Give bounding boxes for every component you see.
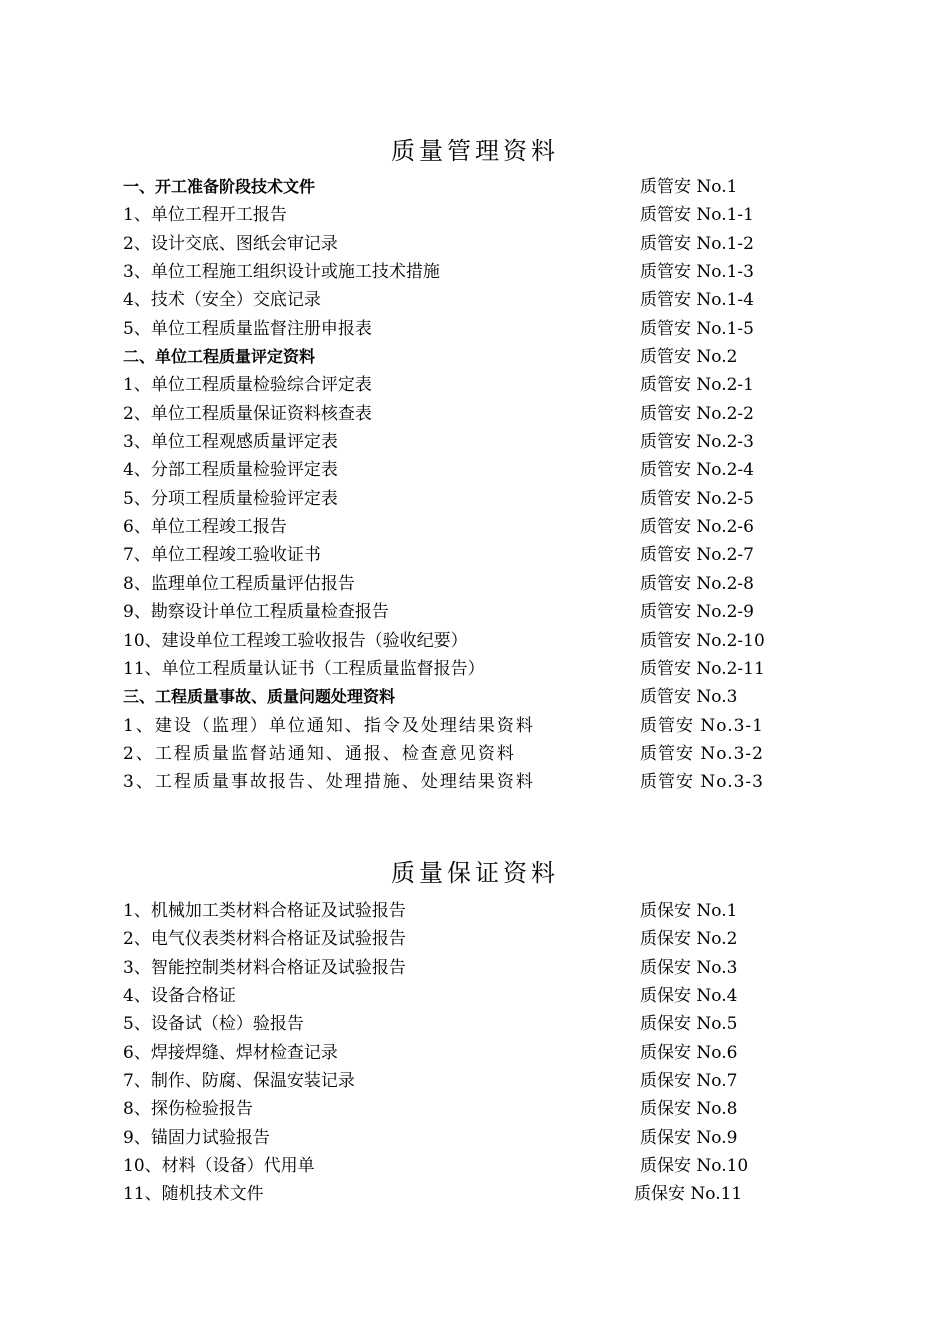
section-heading-row (0, 343, 950, 371)
item-label: 1、单位工程质量检验综合评定表 (123, 375, 372, 396)
document-code: 质管安 No.2-1 (640, 375, 754, 396)
item-label: 5、单位工程质量监督注册申报表 (123, 318, 372, 339)
list-item (0, 598, 950, 626)
item-label: 7、制作、防腐、保温安装记录 (123, 1071, 355, 1092)
item-label: 10、材料（设备）代用单 (123, 1156, 315, 1177)
document-code: 质管安 No.3-1 (640, 715, 764, 736)
document-code: 质保安 No.3 (640, 957, 738, 978)
document-code: 质保安 No.1 (640, 901, 738, 921)
item-label: 4、设备合格证 (123, 986, 236, 1007)
list-item (0, 897, 950, 925)
document-code: 质管安 No.2-3 (640, 432, 754, 453)
section-heading-label: 三、工程质量事故、质量问题处理资料 (123, 687, 396, 707)
item-label: 3、单位工程施工组织设计或施工技术措施 (123, 262, 440, 283)
item-label: 3、工程质量事故报告、处理措施、处理结果资料 (123, 772, 535, 793)
list-item (0, 201, 950, 229)
item-label: 8、探伤检验报告 (123, 1099, 253, 1120)
item-label: 2、电气仪表类材料合格证及试验报告 (123, 929, 406, 950)
item-label: 5、分项工程质量检验评定表 (123, 488, 338, 509)
document-code: 质管安 No.2-2 (640, 403, 754, 424)
quality-management-title: 质量管理资料 (391, 137, 559, 165)
document-code: 质管安 No.2 (640, 347, 738, 368)
document-code: 质管安 No.2-6 (640, 517, 754, 538)
list-item (0, 541, 950, 569)
document-code: 质管安 No.1 (640, 177, 738, 197)
item-label: 9、勘察设计单位工程质量检查报告 (123, 602, 389, 623)
list-item (0, 925, 950, 953)
document-code: 质管安 No.3-2 (640, 743, 764, 764)
section-heading-row (0, 683, 950, 711)
item-label: 2、单位工程质量保证资料核查表 (123, 403, 372, 424)
document-code: 质管安 No.2-9 (640, 602, 754, 623)
list-item (0, 400, 950, 428)
item-label: 2、工程质量监督站通知、通报、检查意见资料 (123, 743, 516, 764)
document-code: 质管安 No.3-3 (640, 772, 764, 793)
item-label: 6、单位工程竣工报告 (123, 517, 287, 538)
list-item (0, 627, 950, 655)
document-code: 质管安 No.2-5 (640, 488, 754, 509)
list-item (0, 485, 950, 513)
item-label: 9、锚固力试验报告 (123, 1127, 270, 1148)
document-code: 质保安 No.10 (640, 1156, 749, 1177)
list-item (0, 1039, 950, 1067)
list-item (0, 286, 950, 314)
list-item (0, 1067, 950, 1095)
document-code: 质保安 No.2 (640, 929, 738, 950)
document-code: 质保安 No.5 (640, 1014, 738, 1035)
list-item (0, 258, 950, 286)
item-label: 7、单位工程竣工验收证书 (123, 545, 321, 566)
item-label: 8、监理单位工程质量评估报告 (123, 573, 355, 594)
quality-management-list (0, 173, 950, 797)
item-label: 11、随机技术文件 (123, 1184, 264, 1205)
item-label: 4、技术（安全）交底记录 (123, 290, 321, 311)
list-item (0, 712, 950, 740)
document-code: 质管安 No.2-7 (640, 545, 754, 566)
document-code: 质保安 No.6 (640, 1042, 738, 1063)
item-label: 1、单位工程开工报告 (123, 205, 287, 226)
item-label: 1、建设（监理）单位通知、指令及处理结果资料 (123, 715, 535, 736)
list-item (0, 456, 950, 484)
quality-assurance-title: 质量保证资料 (391, 859, 559, 887)
document-code: 质管安 No.2-8 (640, 573, 754, 594)
quality-management-section (0, 136, 950, 797)
item-label: 1、机械加工类材料合格证及试验报告 (123, 901, 406, 921)
document-code: 质保安 No.4 (640, 986, 738, 1007)
list-item (0, 954, 950, 982)
document-code: 质管安 No.1-3 (640, 262, 754, 283)
list-item (0, 513, 950, 541)
item-label: 10、建设单位工程竣工验收报告（验收纪要） (123, 630, 468, 651)
document-code: 质管安 No.2-11 (640, 658, 765, 679)
list-item (0, 315, 950, 343)
document-code: 质保安 No.8 (640, 1099, 738, 1120)
list-item (0, 1152, 950, 1180)
list-item (0, 1180, 950, 1208)
document-code: 质管安 No.1-5 (640, 318, 754, 339)
item-label: 6、焊接焊缝、焊材检查记录 (123, 1042, 338, 1063)
list-item (0, 768, 950, 796)
quality-assurance-list (0, 897, 950, 1209)
list-item (0, 570, 950, 598)
item-label: 3、智能控制类材料合格证及试验报告 (123, 957, 406, 978)
document-code: 质保安 No.7 (640, 1071, 738, 1092)
document-code: 质管安 No.2-10 (640, 630, 765, 651)
list-item (0, 428, 950, 456)
document-code: 质保安 No.11 (634, 1184, 743, 1205)
list-item (0, 982, 950, 1010)
document-code: 质管安 No.1-2 (640, 233, 754, 254)
item-label: 2、设计交底、图纸会审记录 (123, 233, 338, 254)
list-item (0, 1095, 950, 1123)
quality-assurance-section (0, 858, 950, 1209)
list-item (0, 371, 950, 399)
section-heading-label: 一、开工准备阶段技术文件 (123, 177, 316, 196)
item-label: 5、设备试（检）验报告 (123, 1014, 304, 1035)
list-item (0, 740, 950, 768)
section-heading-label: 二、单位工程质量评定资料 (123, 347, 316, 367)
document-code: 质管安 No.2-4 (640, 460, 754, 481)
section-heading-row (0, 173, 950, 201)
item-label: 3、单位工程观感质量评定表 (123, 432, 338, 453)
document-code: 质保安 No.9 (640, 1127, 738, 1148)
list-item (0, 1010, 950, 1038)
item-label: 11、单位工程质量认证书（工程质量监督报告） (123, 658, 485, 679)
document-code: 质管安 No.3 (640, 687, 738, 708)
list-item (0, 655, 950, 683)
list-item (0, 1124, 950, 1152)
document-code: 质管安 No.1-4 (640, 290, 754, 311)
list-item (0, 230, 950, 258)
document-code: 质管安 No.1-1 (640, 205, 754, 226)
item-label: 4、分部工程质量检验评定表 (123, 460, 338, 481)
